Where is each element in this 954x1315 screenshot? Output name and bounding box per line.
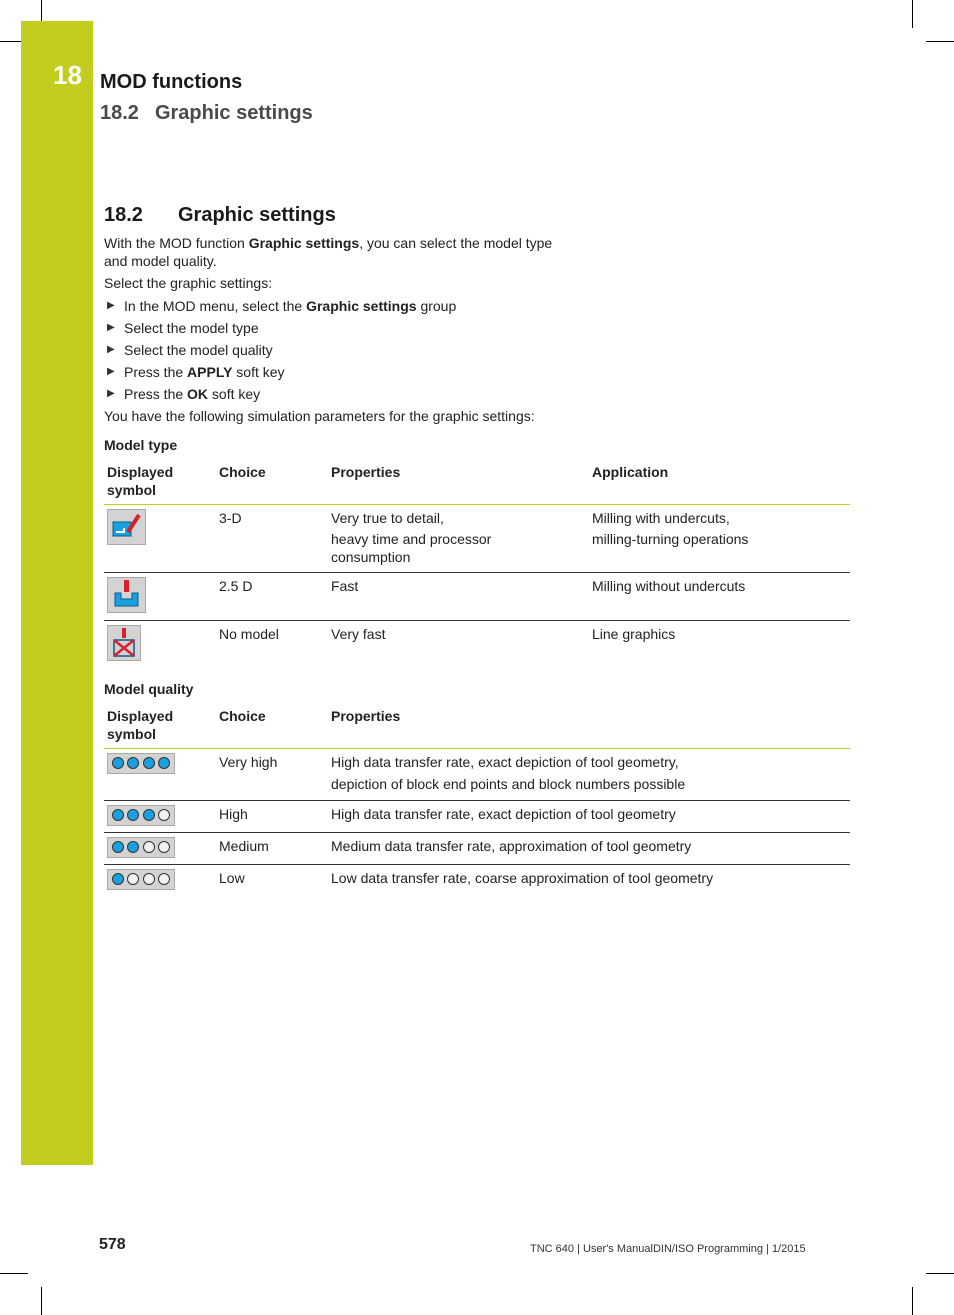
- dot-off-icon: [127, 873, 139, 885]
- dot-on-icon: [112, 757, 124, 769]
- crop-mark: [0, 41, 21, 42]
- step-text: Press the: [124, 386, 188, 402]
- dot-on-icon: [127, 809, 139, 821]
- running-header-chapter: MOD functions: [100, 71, 243, 93]
- running-header-section-title: Graphic settings: [154, 102, 313, 124]
- properties-cell: Low data transfer rate, coarse approximation of tool geometry: [331, 869, 714, 886]
- table-header-row: [104, 461, 850, 505]
- symbol-cell: [104, 800, 216, 832]
- dot-on-icon: [143, 809, 155, 821]
- footer-doc-info: TNC 640 | User's ManualDIN/ISO Programming | 1/2015: [530, 1243, 806, 1255]
- table-row: [104, 832, 850, 864]
- choice-cell: Low: [219, 869, 245, 886]
- crop-mark: [926, 1273, 954, 1274]
- application-cell: Line graphics: [592, 626, 676, 642]
- chapter-number: 18: [53, 60, 82, 90]
- quality-very-high-icon: [107, 753, 175, 774]
- properties-cell: Medium data transfer rate, approximation of tool geometry: [328, 832, 850, 864]
- choice-cell: No model: [219, 626, 279, 642]
- choice-cell: Medium: [216, 832, 328, 864]
- step-item: [104, 296, 850, 318]
- running-header-section: [100, 102, 313, 125]
- symbol-cell: [104, 573, 216, 621]
- symbol-cell: [104, 832, 216, 864]
- intro-text-end: , you can select the model type and model quality.: [104, 235, 553, 269]
- model-type-title: Model type: [104, 437, 178, 453]
- step-text: In the MOD menu, select the: [124, 298, 307, 314]
- dot-on-icon: [112, 809, 124, 821]
- arrow-right-icon: ▶: [107, 322, 115, 333]
- application-line: Milling with undercuts,: [592, 510, 730, 526]
- page-number: 578: [99, 1236, 126, 1253]
- choice-cell: Very high: [216, 748, 328, 800]
- table-row: [104, 800, 850, 832]
- step-item: [104, 340, 850, 362]
- symbol-cell: [104, 864, 216, 896]
- model-3d-icon: [107, 509, 146, 545]
- model-quality-table: [104, 705, 850, 896]
- arrow-right-icon: ▶: [107, 366, 115, 377]
- dot-off-icon: [158, 809, 170, 821]
- application-cell: Milling without undercuts: [589, 573, 850, 621]
- table-row: [104, 573, 850, 621]
- crop-mark: [912, 1287, 913, 1315]
- step-text: Press the: [124, 364, 188, 380]
- after-paragraph: You have the following simulation parameters for the graphic settings:: [104, 408, 535, 424]
- dot-on-icon: [112, 873, 124, 885]
- dot-off-icon: [158, 873, 170, 885]
- arrow-right-icon: ▶: [107, 300, 115, 311]
- section-number: 18.2: [104, 204, 143, 226]
- quality-low-icon: [107, 869, 175, 890]
- step-text-end: soft key: [232, 364, 285, 380]
- main-content: [104, 204, 850, 896]
- running-header-section-number: 18.2: [100, 102, 139, 124]
- quality-medium-icon: [107, 837, 175, 858]
- table-header-row: [104, 705, 850, 749]
- table-row: [104, 505, 850, 573]
- crop-mark: [41, 0, 42, 21]
- step-item: [104, 318, 850, 340]
- properties-cell: [328, 505, 589, 573]
- crop-mark: [41, 1287, 42, 1315]
- step-text: Select the model type: [124, 320, 259, 336]
- properties-cell: Very fast: [331, 626, 386, 642]
- column-header: Choice: [216, 461, 328, 505]
- dot-on-icon: [143, 757, 155, 769]
- lead-paragraph: Select the graphic settings:: [104, 275, 273, 291]
- arrow-right-icon: ▶: [107, 388, 115, 399]
- quality-high-icon: [107, 805, 175, 826]
- step-bold: OK: [187, 386, 209, 402]
- step-item: [104, 384, 850, 406]
- table-row: [104, 748, 850, 800]
- step-text: Select the model quality: [124, 342, 273, 358]
- properties-line: Very true to detail,: [331, 510, 444, 526]
- arrow-right-icon: ▶: [107, 344, 115, 355]
- crop-mark: [926, 41, 954, 42]
- properties-line: depiction of block end points and block numbers possible: [331, 775, 686, 792]
- model-quality-title: Model quality: [104, 680, 194, 697]
- column-header: Displayed symbol: [104, 461, 216, 505]
- chapter-tab: [21, 21, 93, 1165]
- symbol-cell: [104, 748, 216, 800]
- choice-cell: 3-D: [216, 505, 328, 573]
- section-heading: [104, 204, 850, 232]
- table-row: [104, 864, 850, 896]
- intro-text: With the MOD function: [104, 235, 249, 251]
- model-type-table: [104, 461, 850, 669]
- properties-cell: Fast: [328, 573, 589, 621]
- application-line: milling-turning operations: [592, 531, 749, 547]
- no-model-icon: [107, 625, 141, 661]
- dot-off-icon: [143, 873, 155, 885]
- column-header: Properties: [328, 461, 589, 505]
- properties-cell: High data transfer rate, exact depiction of tool geometry: [328, 800, 850, 832]
- step-text-end: soft key: [208, 386, 261, 402]
- dot-on-icon: [158, 757, 170, 769]
- column-header: Choice: [216, 705, 328, 749]
- crop-mark: [912, 0, 913, 28]
- properties-cell: [328, 748, 850, 800]
- column-header: Displayed symbol: [104, 705, 216, 749]
- properties-line: heavy time and processor consumption: [331, 531, 492, 565]
- properties-line: High data transfer rate, exact depiction of tool geometry,: [331, 753, 679, 770]
- section-title: Graphic settings: [178, 204, 336, 226]
- column-header: Properties: [328, 705, 850, 749]
- symbol-cell: [104, 505, 216, 573]
- table-row: [104, 621, 850, 669]
- symbol-cell: [104, 621, 216, 669]
- dot-off-icon: [158, 841, 170, 853]
- application-cell: [589, 505, 850, 573]
- intro-paragraph: [104, 234, 564, 270]
- crop-mark: [0, 1273, 28, 1274]
- choice-cell: 2.5 D: [216, 573, 328, 621]
- model-2-5d-icon: [107, 577, 146, 613]
- step-text-end: group: [416, 298, 457, 314]
- dot-on-icon: [127, 757, 139, 769]
- step-item: [104, 362, 850, 384]
- dot-off-icon: [143, 841, 155, 853]
- step-bold: APPLY: [187, 364, 233, 380]
- dot-on-icon: [112, 841, 124, 853]
- column-header: Application: [589, 461, 850, 505]
- intro-bold: Graphic settings: [248, 235, 360, 251]
- choice-cell: High: [216, 800, 328, 832]
- step-bold: Graphic settings: [306, 298, 417, 314]
- step-list: [104, 296, 850, 406]
- dot-on-icon: [127, 841, 139, 853]
